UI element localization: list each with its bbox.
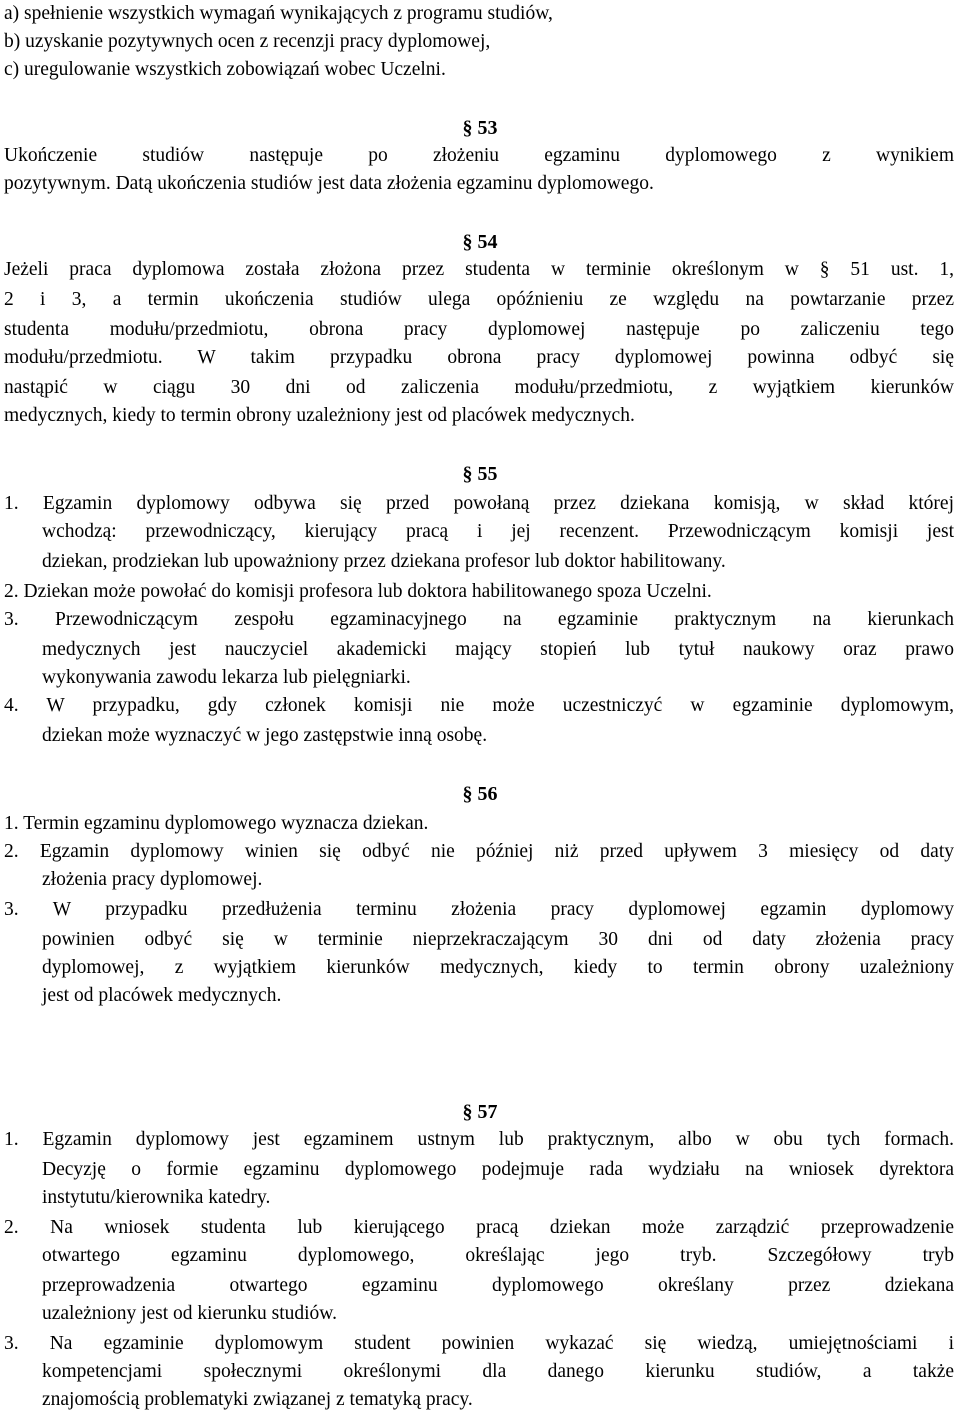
paragraph-line: instytutu/kierownika katedry. bbox=[42, 1187, 271, 1208]
paragraph-line: 2 i 3, a termin ukończenia studiów ulega opóźnieniu ze względu na powtarzanie przez bbox=[4, 289, 954, 310]
list-item: 2. Na wniosek studenta lub kierującego pracą dziekan może zarządzić przeprowadzenie bbox=[4, 1217, 954, 1238]
paragraph-line: medycznych jest nauczyciel akademicki mający stopień lub tytuł naukowy oraz prawo bbox=[42, 639, 954, 660]
list-item: 2. Dziekan może powołać do komisji profesora lub doktora habilitowanego spoza Uczelni. bbox=[4, 581, 712, 602]
paragraph-line: przeprowadzenia otwartego egzaminu dyplomowego określany przez dziekana bbox=[42, 1275, 954, 1296]
list-item: 1. Termin egzaminu dyplomowego wyznacza dziekan. bbox=[4, 813, 429, 834]
list-item: 3. Na egzaminie dyplomowym student powinien wykazać się wiedzą, umiejętnościami i bbox=[4, 1333, 954, 1354]
list-item: 3. Przewodniczącym zespołu egzaminacyjnego na egzaminie praktycznym na kierunkach bbox=[4, 609, 954, 630]
paragraph-line: wykonywania zawodu lekarza lub pielęgniarki. bbox=[42, 667, 411, 688]
section-heading: § 57 bbox=[462, 1101, 498, 1123]
section-heading: § 55 bbox=[462, 463, 498, 485]
paragraph-line: wchodzą: przewodniczący, kierujący pracą i jej recenzent. Przewodniczącym komisji jest bbox=[42, 521, 954, 542]
paragraph-line: dziekan może wyznaczyć w jego zastępstwie inną osobę. bbox=[42, 725, 488, 746]
paragraph-line: dziekan, prodziekan lub upoważniony przez dziekana profesor lub doktor habilitowany. bbox=[42, 551, 726, 572]
paragraph-line: medycznych, kiedy to termin obrony uzależniony jest od placówek medycznych. bbox=[4, 405, 635, 426]
paragraph-line: powinien odbyć się w terminie nieprzekraczającym 30 dni od daty złożenia pracy bbox=[42, 929, 954, 950]
list-item: 2. Egzamin dyplomowy winien się odbyć nie później niż przed upływem 3 miesięcy od daty bbox=[4, 841, 954, 862]
section-heading: § 54 bbox=[462, 231, 498, 253]
list-item: 1. Egzamin dyplomowy jest egzaminem ustnym lub praktycznym, albo w obu tych formach. bbox=[4, 1129, 954, 1150]
paragraph-line: otwartego egzaminu dyplomowego, określając jego tryb. Szczegółowy tryb bbox=[42, 1245, 954, 1266]
paragraph-line: Decyzję o formie egzaminu dyplomowego podejmuje rada wydziału na wniosek dyrektora bbox=[42, 1159, 954, 1180]
section-heading: § 53 bbox=[462, 117, 498, 139]
paragraph-line: kompetencjami społecznymi określonymi dla danego kierunku studiów, a także bbox=[42, 1361, 954, 1382]
paragraph-line: modułu/przedmiotu. W takim przypadku obrona pracy dyplomowej powinna odbyć się bbox=[4, 347, 954, 368]
paragraph-line: uzależniony jest od kierunku studiów. bbox=[42, 1303, 337, 1324]
list-item: 3. W przypadku przedłużenia terminu złożenia pracy dyplomowej egzamin dyplomowy bbox=[4, 899, 954, 920]
paragraph-line: pozytywnym. Datą ukończenia studiów jest data złożenia egzaminu dyplomowego. bbox=[4, 173, 654, 194]
paragraph-line: studenta modułu/przedmiotu, obrona pracy dyplomowej następuje po zaliczeniu tego bbox=[4, 319, 954, 340]
paragraph-line: jest od placówek medycznych. bbox=[42, 985, 282, 1006]
paragraph-line: znajomością problematyki związanej z tematyką pracy. bbox=[42, 1389, 473, 1410]
list-item: 1. Egzamin dyplomowy odbywa się przed powołaną przez dziekana komisją, w skład której bbox=[4, 493, 954, 514]
paragraph-line: Jeżeli praca dyplomowa została złożona przez studenta w terminie określonym w § 51 ust. 1, bbox=[4, 259, 954, 280]
list-item: a) spełnienie wszystkich wymagań wynikających z programu studiów, bbox=[4, 3, 553, 24]
paragraph-line: dyplomowej, z wyjątkiem kierunków medycznych, kiedy to termin obrony uzależniony bbox=[42, 957, 954, 978]
section-heading: § 56 bbox=[462, 783, 498, 805]
paragraph-line: nastąpić w ciągu 30 dni od zaliczenia modułu/przedmiotu, z wyjątkiem kierunków bbox=[4, 377, 954, 398]
list-item: 4. W przypadku, gdy członek komisji nie może uczestniczyć w egzaminie dyplomowym, bbox=[4, 695, 954, 716]
paragraph-line: Ukończenie studiów następuje po złożeniu egzaminu dyplomowego z wynikiem bbox=[4, 145, 954, 166]
list-item: c) uregulowanie wszystkich zobowiązań wobec Uczelni. bbox=[4, 59, 446, 80]
paragraph-line: złożenia pracy dyplomowej. bbox=[42, 869, 263, 890]
list-item: b) uzyskanie pozytywnych ocen z recenzji pracy dyplomowej, bbox=[4, 31, 491, 52]
